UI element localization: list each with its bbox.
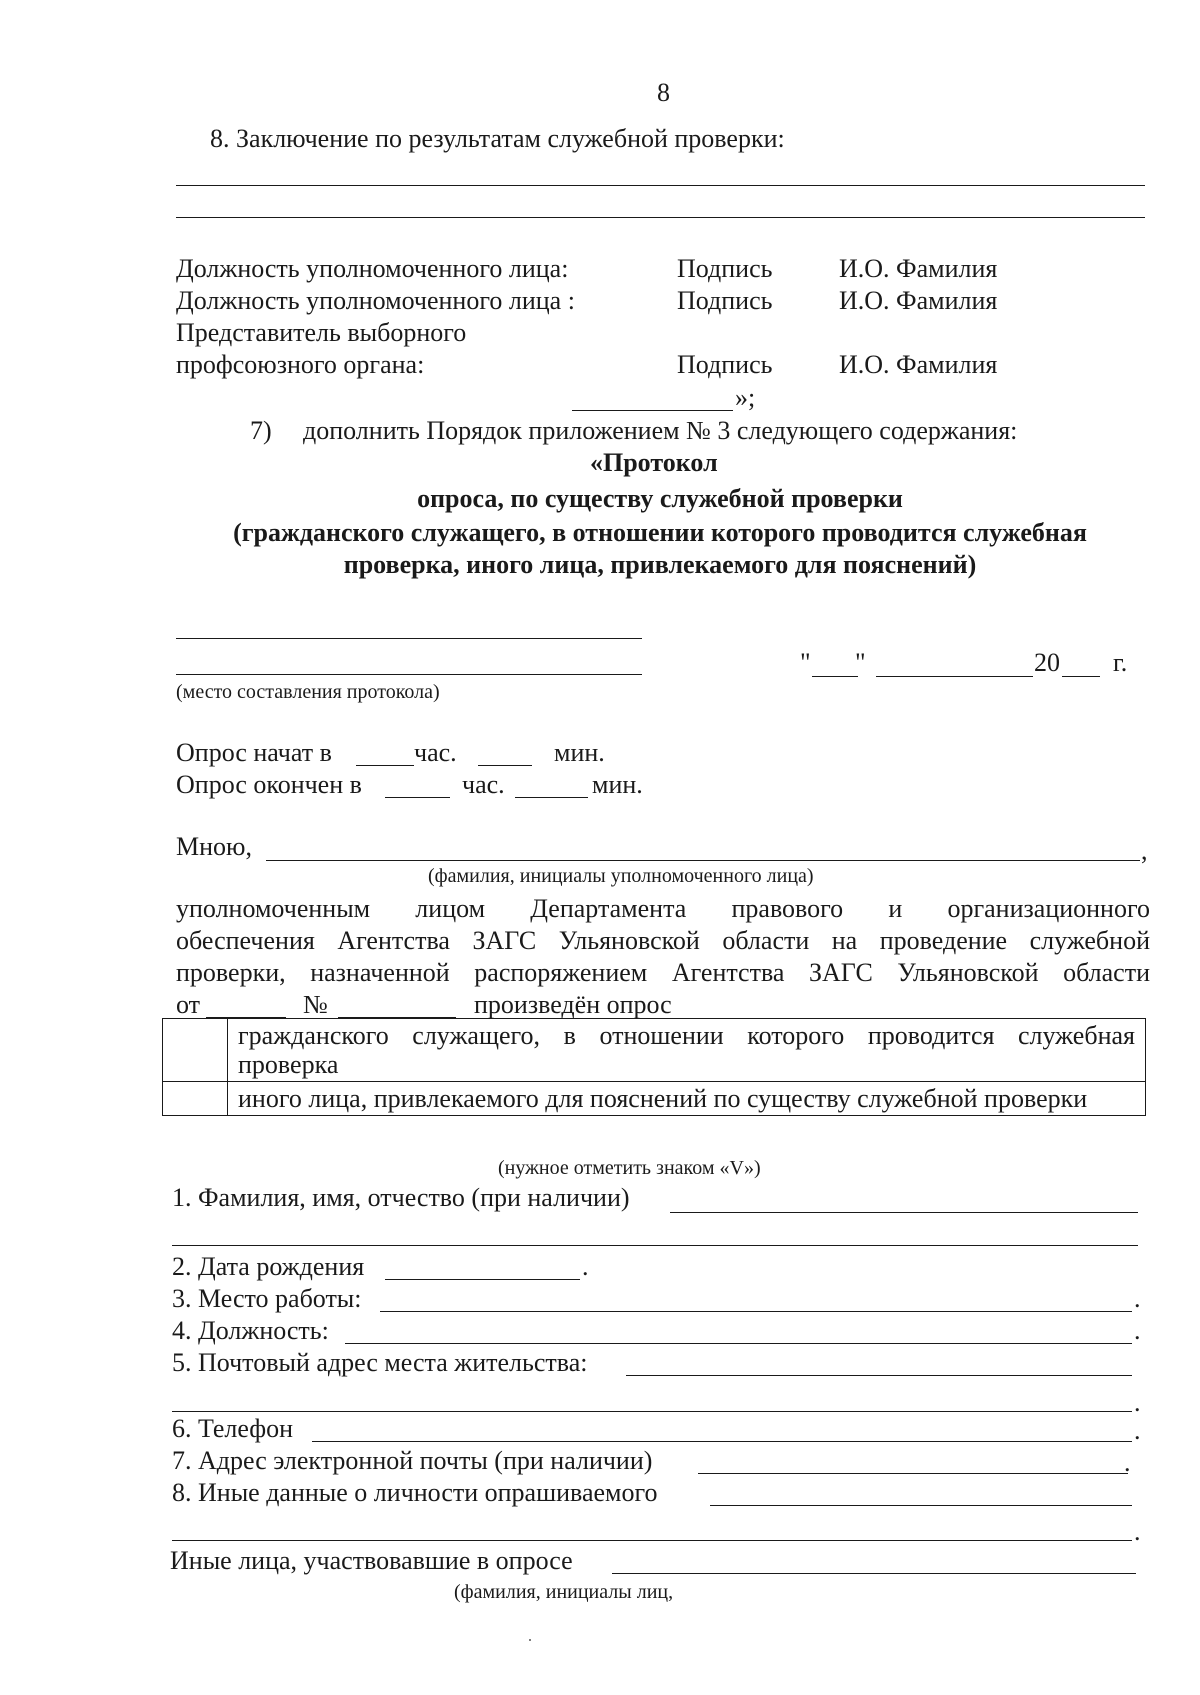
signature-sign-3: Подпись xyxy=(677,350,773,379)
closing-blank-line xyxy=(572,410,733,411)
field-phone-end: . xyxy=(1134,1416,1141,1445)
field-email: 7. Адрес электронной почты (при наличии) xyxy=(172,1446,653,1475)
protocol-subject-line1: (гражданского служащего, в отношении которого проводится служебная xyxy=(233,518,1087,547)
end-min-unit: мин. xyxy=(592,770,643,799)
by-me-label: Мною, xyxy=(176,832,252,861)
body-line-1: уполномоченным лицом Департамента правового и организационного xyxy=(176,894,1150,923)
month-blank xyxy=(876,676,1033,677)
page-number: 8 xyxy=(657,78,670,107)
field-phone: 6. Телефон xyxy=(172,1414,294,1443)
signature-role-1: Должность уполномоченного лица: xyxy=(176,254,569,283)
start-hour-blank xyxy=(356,765,414,766)
option-row xyxy=(163,1082,1146,1116)
field-position: 4. Должность: xyxy=(172,1316,329,1345)
end-time-label: Опрос окончен в xyxy=(176,770,362,799)
conclusion-line-1 xyxy=(176,185,1145,186)
options-caption: (нужное отметить знаком «V») xyxy=(498,1157,761,1179)
amendment-number: 7) xyxy=(250,416,272,445)
field-other-persons: Иные лица, участвовавшие в опросе xyxy=(170,1546,573,1575)
field-birth-date-end: . xyxy=(582,1252,589,1281)
field-email-end: . xyxy=(1124,1448,1131,1477)
options-table xyxy=(162,1018,1146,1116)
signature-name-3: И.О. Фамилия xyxy=(839,350,998,379)
protocol-subtitle: опроса, по существу служебной проверки xyxy=(417,484,903,513)
field-other-data-line-2 xyxy=(172,1540,1132,1541)
field-position-end: . xyxy=(1134,1316,1141,1345)
field-phone-line xyxy=(312,1441,1132,1442)
by-me-comma: , xyxy=(1141,836,1148,865)
place-caption: (место составления протокола) xyxy=(176,681,440,703)
field-other-data: 8. Иные данные о личности опрашиваемого xyxy=(172,1478,658,1507)
protocol-title: «Протокол xyxy=(590,448,718,477)
end-hour-unit: час. xyxy=(462,770,505,799)
field-workplace: 3. Место работы: xyxy=(172,1284,362,1313)
signature-name-2: И.О. Фамилия xyxy=(839,286,998,315)
protocol-subject-line2: проверка, иного лица, привлекаемого для пояснений) xyxy=(343,550,977,579)
date-quote-open: " xyxy=(800,648,811,677)
others-caption: (фамилия, инициалы лиц, xyxy=(454,1581,674,1603)
field-other-persons-line xyxy=(612,1573,1136,1574)
place-line-2 xyxy=(176,674,642,675)
option-row xyxy=(163,1019,1146,1082)
conclusion-line-2 xyxy=(176,217,1145,218)
year-blank xyxy=(1062,676,1100,677)
end-min-blank xyxy=(515,797,588,798)
closing-mark: »; xyxy=(735,383,756,412)
signature-sign-2: Подпись xyxy=(677,286,773,315)
field-workplace-end: . xyxy=(1134,1284,1141,1313)
field-other-data-line xyxy=(710,1505,1132,1506)
order-text: произведён опрос xyxy=(474,990,672,1019)
end-hour-blank xyxy=(385,797,450,798)
year-suffix: г. xyxy=(1113,648,1128,677)
field-position-line xyxy=(345,1343,1132,1344)
start-min-unit: мин. xyxy=(554,738,605,767)
conclusion-heading: 8. Заключение по результатам служебной проверки: xyxy=(210,124,785,153)
field-full-name: 1. Фамилия, имя, отчество (при наличии) xyxy=(172,1183,630,1212)
signature-role-2: Должность уполномоченного лица : xyxy=(176,286,575,315)
signature-name-1: И.О. Фамилия xyxy=(839,254,998,283)
field-birth-date-line xyxy=(385,1279,580,1280)
field-workplace-line xyxy=(380,1311,1132,1312)
field-address-line-2 xyxy=(172,1411,1132,1412)
day-blank xyxy=(812,676,858,677)
start-min-blank xyxy=(478,765,532,766)
year-prefix: 20 xyxy=(1034,648,1060,677)
body-line-3: проверки, назначенной распоряжением Агентства ЗАГС Ульяновской области xyxy=(176,958,1150,987)
order-from: от xyxy=(176,990,201,1019)
option-checkbox-2[interactable] xyxy=(163,1082,228,1116)
field-address-end: . xyxy=(1134,1388,1141,1417)
amendment-text: дополнить Порядок приложением № 3 следующего содержания: xyxy=(303,416,1018,445)
field-address-line xyxy=(626,1375,1132,1376)
field-full-name-line xyxy=(670,1212,1138,1213)
by-me-caption: (фамилия, инициалы уполномоченного лица) xyxy=(428,865,814,887)
field-birth-date: 2. Дата рождения xyxy=(172,1252,365,1281)
date-quote-close: " xyxy=(855,648,866,677)
start-hour-unit: час. xyxy=(414,738,457,767)
body-line-2: обеспечения Агентства ЗАГС Ульяновской области на проведение служебной xyxy=(176,926,1150,955)
by-me-line xyxy=(266,860,1140,861)
place-line-1 xyxy=(176,638,642,639)
option-text-2: иного лица, привлекаемого для пояснений по существу служебной проверки xyxy=(228,1082,1146,1116)
signature-role-3-line1: Представитель выборного xyxy=(176,318,467,347)
field-full-name-line-2 xyxy=(172,1245,1138,1246)
option-text-1: гражданского служащего, в отношении которого проводится служебная проверка xyxy=(228,1019,1146,1082)
signature-role-3-line2: профсоюзного органа: xyxy=(176,350,425,379)
order-number-sign: № xyxy=(303,990,328,1019)
scan-speck xyxy=(529,1639,531,1641)
start-time-label: Опрос начат в xyxy=(176,738,332,767)
signature-sign-1: Подпись xyxy=(677,254,773,283)
option-checkbox-1[interactable] xyxy=(163,1019,228,1082)
field-other-data-end: . xyxy=(1134,1517,1141,1546)
field-address: 5. Почтовый адрес места жительства: xyxy=(172,1348,588,1377)
field-email-line xyxy=(698,1473,1128,1474)
